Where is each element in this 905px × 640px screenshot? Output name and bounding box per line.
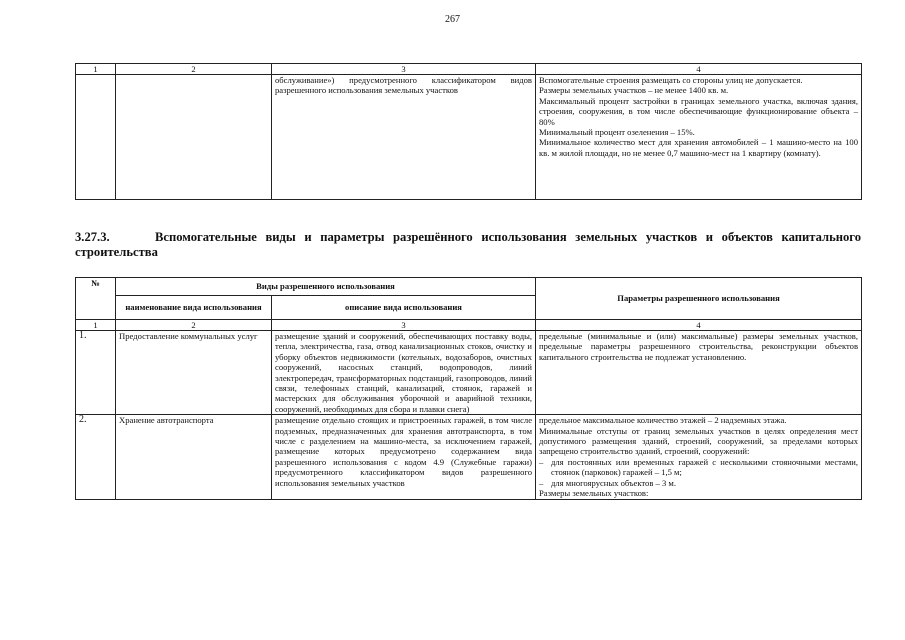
row-number: 1. [76,331,116,415]
param-line: предельное максимальное количество этажей – 2 надземных этажа. [539,415,787,426]
param-line: Минимальное количество мест для хранения автомобилей – 1 машино-место на 100 кв. м жилой площади, но не менее 0,7 машино-мест на 1 квартиру (комнату). [539,137,858,158]
auxiliary-uses-table [75,277,862,500]
col-number: 1 [76,64,116,75]
column-number-row [76,320,862,331]
use-parameters [536,415,862,499]
param-line: Размеры земельных участков: [539,488,649,499]
table-row [76,415,862,499]
header-name: наименование вида использования [116,296,272,320]
col-number: 3 [272,64,536,75]
use-parameters [536,75,862,200]
col-number: 4 [536,320,862,331]
use-description: размещение отдельно стоящих и пристроенных гаражей, в том числе подземных, предназначенных для хранения автотранспорта, в том числе с разделением на машино-места, за исключением гаражей, размещение которых предусмотрено содержанием вида разрешенного использования с кодом 4.9 (Служебные гаражи) предусмотренного классификатором видов разрешенного использования земельных участков [272,415,536,499]
col-number: 3 [272,320,536,331]
section-title: Вспомогательные виды и параметры разрешённого использования земельных участков и объектов капитального строительства [75,230,861,259]
header-row [76,278,862,296]
page-number: 267 [445,14,460,25]
header-description: описание вида использования [272,296,536,320]
col-number: 1 [76,320,116,331]
use-name: Предоставление коммунальных услуг [116,331,272,415]
param-line: Максимальный процент застройки в границах земельного участка, включая здания, строения, сооружения, в том числе обеспечивающие функционирование объекта – 80% [539,95,858,127]
use-name: Хранение автотранспорта [116,415,272,499]
column-number-row [76,64,862,75]
section-heading [75,230,861,260]
header-num: № [76,278,116,320]
header-types-group: Виды разрешенного использования [116,278,536,296]
col-number: 2 [116,320,272,331]
col-number: 4 [536,64,862,75]
param-line: Минимальные отступы от границ земельных участков в целях определения мест допустимого размещения зданий, строений, сооружений, за пределами которых запрещено строительство зданий, строений, сооружений: [539,425,859,457]
col-number: 2 [116,64,272,75]
section-number: 3.27.3. [75,230,110,244]
row-number: 2. [76,415,116,499]
param-line: Вспомогательные строения размещать со стороны улиц не допускается. [539,75,803,85]
use-parameters: предельные (минимальные и (или) максимальные) размеры земельных участков, предельные параметры разрешенного строительства, реконструкции объектов капитального строительства не подлежат установлению. [536,331,862,415]
list-item: – для многоярусных объектов – 3 м. [539,478,858,488]
use-description: размещение зданий и сооружений, обеспечивающих поставку воды, тепла, электричества, газа, отвод канализационных стоков, очистку и уборку объектов недвижимости (котельных, водозаборов, очистных сооружений, насосных станций, водопроводов, линий электропередач, трансформаторных подстанций, газопроводов, линий связи, телефонных станций, канализаций, стоянок, гаражей и мастерских для обслуживания уборочной и аварийной техники, сооружений, необходимых для сбора и плавки снега) [272,331,536,415]
param-line: Минимальный процент озеленения – 15%. [539,127,695,138]
list-item-text: для постоянных или временных гаражей с несколькими стояночными местами, стоянок (парковок) гаражей – 1,5 м; [551,456,859,478]
table-row [76,75,862,200]
use-description: обслуживание») предусмотренного классификатором видов разрешенного использования земельных участков [272,75,536,200]
list-item-text: для многоярусных объектов – 3 м. [551,477,677,488]
continuation-table [75,63,862,200]
header-params: Параметры разрешенного использования [536,278,862,320]
table-row [76,331,862,415]
list-item: – для постоянных или временных гаражей с несколькими стояночными местами, стоянок (парковок) гаражей – 1,5 м; [539,456,859,478]
param-line: Размеры земельных участков – не менее 1400 кв. м. [539,85,729,96]
